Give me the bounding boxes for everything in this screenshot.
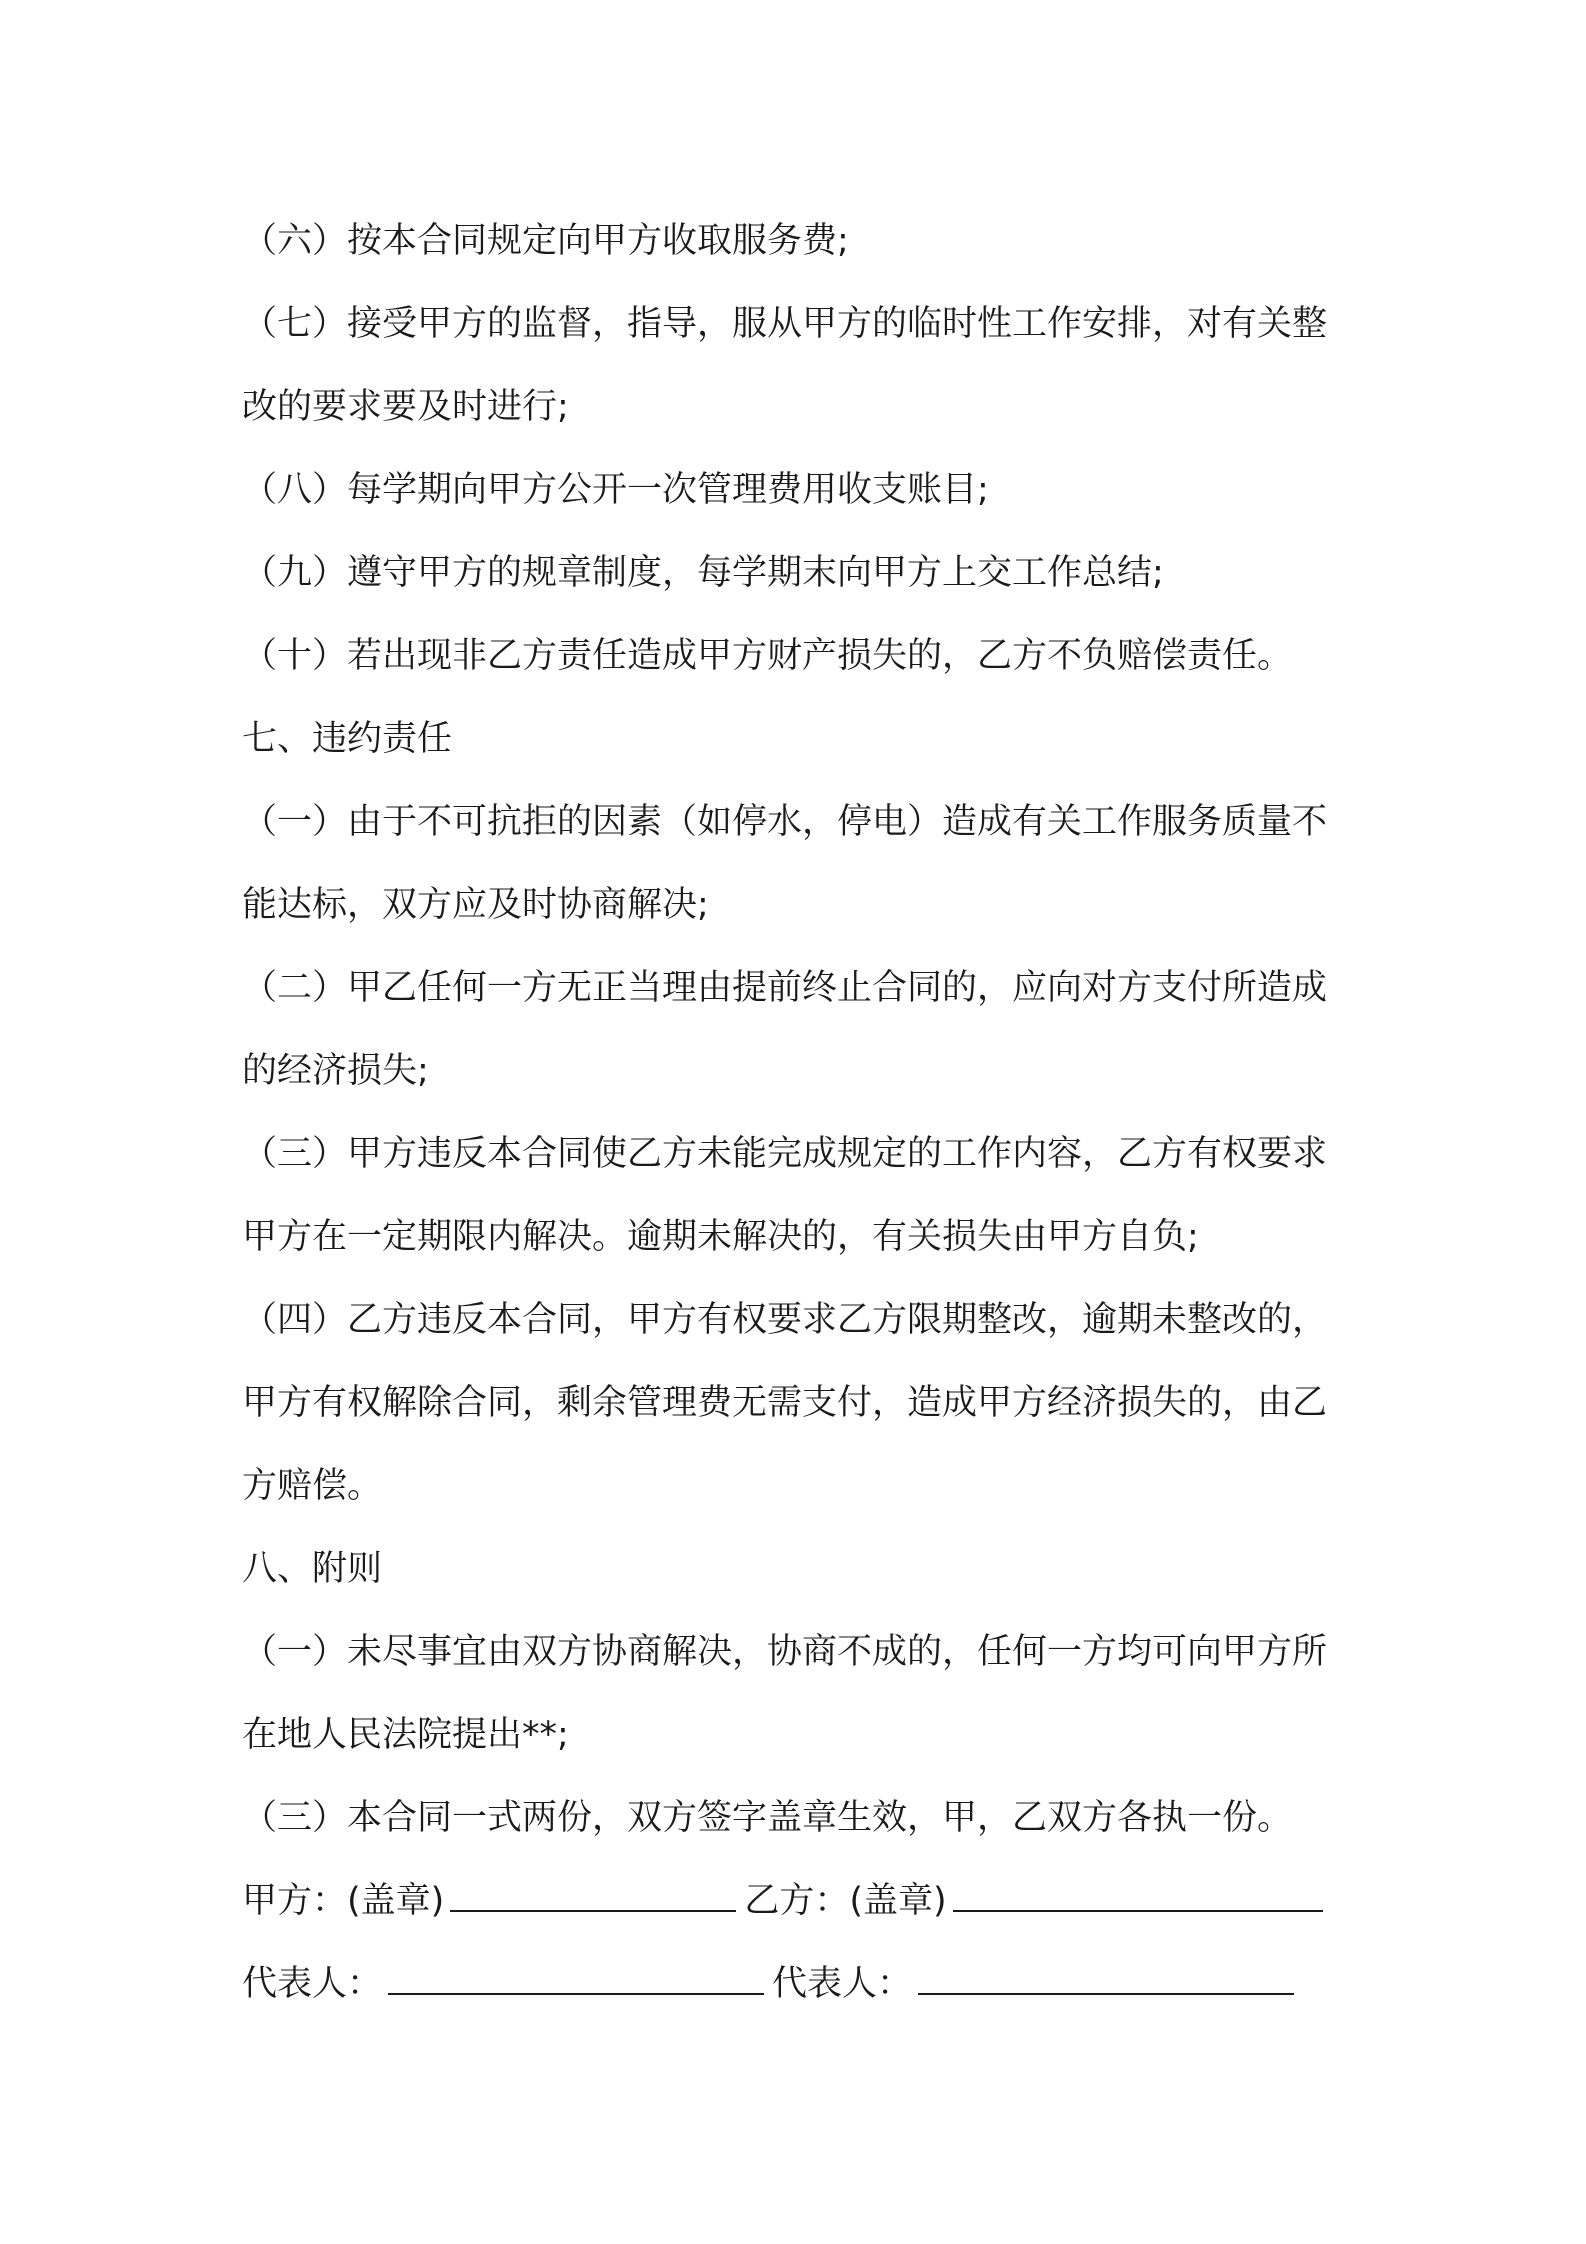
party-a-seal-label: 甲方：(盖章) [242,1881,445,1921]
clause-6-7: （七）接受甲方的监督，指导，服从甲方的临时性工作安排，对有关整改的要求要及时进行; [242,304,1328,427]
clause-7-4: （四）乙方违反本合同，甲方有权要求乙方限期整改，逾期未整改的，甲方有权解除合同，剩余管理费无需支付，造成甲方经济损失的，由乙方赔偿。 [242,1300,1328,1506]
clause-7-3: （三）甲方违反本合同使乙方未能完成规定的工作内容，乙方有权要求甲方在一定期限内解决。逾期未解决的，有关损失由甲方自负; [242,1134,1328,1257]
section-8-heading: 八、附则 [242,1549,383,1589]
party-b-seal-label: 乙方：(盖章) [744,1881,947,1921]
rep-b-label: 代表人： [772,1964,913,2004]
clause-6-10: （十）若出现非乙方责任造成甲方财产损失的，乙方不负赔偿责任。 [242,636,1293,676]
rep-a-blank[interactable] [388,1963,764,1995]
clause-7-2: （二）甲乙任何一方无正当理由提前终止合同的，应向对方支付所造成的经济损失; [242,968,1328,1091]
rep-b-blank[interactable] [918,1963,1294,1995]
clause-6-6: （六）按本合同规定向甲方收取服务费; [242,221,849,261]
rep-a-label: 代表人： [242,1964,383,2004]
representative-row [242,1943,1352,2026]
contract-page [242,200,1352,2026]
clause-7-1: （一）由于不可抗拒的因素（如停水，停电）造成有关工作服务质量不能达标，双方应及时协商解决; [242,802,1328,925]
clause-8-1: （一）未尽事宜由双方协商解决，协商不成的，任何一方均可向甲方所在地人民法院提出**; [242,1632,1328,1755]
section-7-heading: 七、违约责任 [242,719,453,759]
clause-6-8: （八）每学期向甲方公开一次管理费用收支账目; [242,470,989,510]
clause-6-9: （九）遵守甲方的规章制度，每学期末向甲方上交工作总结; [242,553,1164,593]
party-b-seal-blank[interactable] [953,1880,1323,1912]
party-a-seal-blank[interactable] [450,1880,736,1912]
clause-8-3: （三）本合同一式两份，双方签字盖章生效，甲，乙双方各执一份。 [242,1798,1293,1838]
party-seal-row [242,1860,1352,1943]
